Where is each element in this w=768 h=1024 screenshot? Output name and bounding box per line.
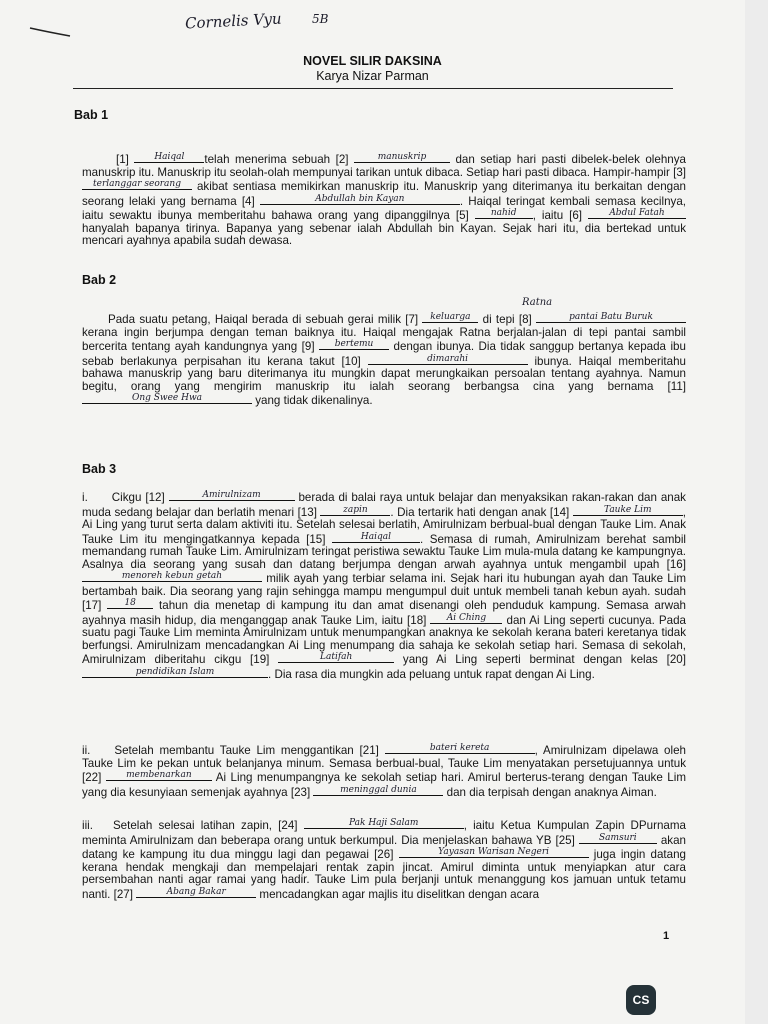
- answer-field-5[interactable]: nahid: [475, 208, 533, 219]
- student-name: Cornelis Vyu: [184, 9, 283, 33]
- document-title: NOVEL SILIR DAKSINA: [303, 54, 442, 68]
- blank-number: [13]: [297, 505, 317, 519]
- answer-field-18[interactable]: Ai Ching: [430, 613, 502, 624]
- blank-number: [11]: [667, 379, 686, 393]
- answer-field-9[interactable]: bertemu: [319, 339, 389, 350]
- camscanner-badge: CS: [626, 985, 656, 1015]
- answer-field-7[interactable]: keluarga: [422, 312, 478, 323]
- answer-field-6[interactable]: Abdul Fatah: [588, 208, 686, 219]
- paragraph-bab-1: [1] Haiqal telah menerima sebuah [2] manuskrip dan setiap hari pasti dibelek-belek olehnya manuskrip itu. Manuskrip itu seolah-olah mempunyai tarikan untuk dibaca. Setiap hari pasti dibaca. Hampir-hampir [3] terlanggar seorang akibat sentiasa memikirkan manuskrip itu. Manuskrip yang diterimanya itu berkaitan dengan seorang lelaki yang bernama [4] Abdullah bin Kayan . Haiqal teringat kembali semasa kecilnya, iaitu sewaktu ibunya memberitahu bahawa orang yang dipanggilnya [5] nahid , iaitu [6] Abdul Fatah hanyalah bapanya tirinya. Bapanya yang sebenar ialah Abdullah bin Kayan. Sejak hari itu, dia bertekad untuk mencari ayahnya apabila sudah dewasa.: [82, 152, 686, 247]
- title-divider: [73, 88, 673, 89]
- blank-number: [17]: [82, 599, 102, 612]
- answer-field-25[interactable]: Samsuri: [579, 833, 657, 844]
- paragraph-bab-3-iii: iii. Setelah selesai latihan zapin, [24] Pak Haji Salam , iaitu Ketua Kumpulan Zapin DPurnama meminta Amirulnizam dan beberapa orang untuk berkumpul. Dia menjelaskan bahawa YB [25] Samsuri akan datang ke kampung itu dua minggu lagi dan pegawai [26] Yayasan Warisan Negeri juga ingin datang kerana hendak mengkaji dan mempelajari rentak zapin jincat. Amirul diminta untuk menyiapkan atur cara persembahan nanti agar ramai yang hadir. Tauke Lim pula berjanji untuk menanggung kos jamuan untuk tetamu nanti. [27] Abang Bakar mencadangkan agar majlis itu diselitkan dengan acara: [82, 818, 686, 901]
- answer-field-15[interactable]: Haiqal: [332, 532, 420, 543]
- blank-number: [12]: [145, 491, 165, 504]
- paragraph-bab-3-i: i. Cikgu [12] Amirulnizam berada di balai raya untuk belajar dan menyaksikan rakan-rakan dan anak muda sedang belajar dan berlatih menari [13] zapin . Dia tertarik hati dengan anak [14] Tauke Lim , Ai Ling yang turut serta dalam aktiviti itu. Setelah selesai berlatih, Amirulnizam berbual-bual dengan Tauke Lim. Anak Tauke Lim itu mengingatkannya kepada [15] Haiqal . Semasa di rumah, Amirulnizam berehat sambil memandang rumah Tauke Lim. Amirulnizam teringat peristiwa sewaktu Tauke Lim mula-mula datang ke kampungnya. Asalnya dia seorang yang susah dan datang berjumpa dengan arwah ayahnya untuk mengambil upah [16] menoreh kebun getah milik ayah yang terbiar selama ini. Sejak hari itu hubungan ayah dan Tauke Lim bertambah baik. Dia seorang yang rajin sehingga mampu mengumpul duit untuk membeli tanah kebun ayah. sudah [17] 18 tahun dia menetap di kampung itu dan amat disenangi oleh penduduk kampung. Semasa arwah ayahnya masih hidup, dia menganggap anak Tauke Lim, iaitu [18] Ai Ching dan Ai Ling seperti cucunya. Pada suatu pagi Tauke Lim meminta Amirulnizam untuk menumpangkan anaknya ke sekolah kerana bateri keretanya tidak berfungsi. Amirulnizam mencadangkan Ai Ling menumpang dia sahaja ke sekolah setiap hari. Semasa di sekolah, Amirulnizam diberitahu cikgu [19] Latifah yang Ai Ling seperti berminat dengan kelas [20] pendidikan Islam . Dia rasa dia mungkin ada peluang untuk rapat dengan Ai Ling.: [82, 490, 686, 681]
- page-number: 1: [663, 930, 670, 942]
- blank-number: [19]: [250, 653, 270, 666]
- answer-field-27[interactable]: Abang Bakar: [136, 887, 256, 898]
- document-subtitle: Karya Nizar Parman: [316, 69, 429, 83]
- heading-bab-2: Bab 2: [82, 273, 117, 287]
- answer-field-10[interactable]: dimarahi: [368, 354, 528, 365]
- answer-field-19[interactable]: Latifah: [278, 652, 394, 663]
- answer-field-13[interactable]: zapin: [320, 505, 390, 516]
- blank-number: [10]: [341, 354, 361, 368]
- blank-number: [20]: [666, 653, 686, 666]
- answer-field-11[interactable]: Ong Swee Hwa: [82, 393, 252, 404]
- answer-field-20[interactable]: pendidikan Islam: [82, 667, 268, 678]
- blank-number: [8]: [518, 313, 532, 326]
- answer-field-12[interactable]: Amirulnizam: [169, 490, 295, 501]
- blank-number: [6]: [569, 209, 583, 222]
- blank-number: [21]: [359, 744, 379, 757]
- blank-number: [23]: [290, 785, 311, 799]
- blank-number: [15]: [306, 532, 326, 546]
- blank-number: [4]: [241, 194, 255, 208]
- answer-field-3[interactable]: terlanggar seorang: [82, 179, 192, 190]
- student-class: 5B: [312, 12, 329, 26]
- blank-number: [25]: [555, 833, 575, 847]
- blank-number: [18]: [407, 613, 427, 627]
- heading-bab-1: Bab 1: [74, 108, 109, 122]
- blank-number: [2]: [335, 153, 349, 166]
- pen-stroke-mark: [28, 24, 72, 38]
- blank-number: [22]: [82, 771, 102, 784]
- blank-number: [16]: [666, 557, 686, 571]
- answer-field-4[interactable]: Abdullah bin Kayan: [260, 194, 460, 205]
- heading-bab-3: Bab 3: [82, 462, 117, 476]
- answer-field-1[interactable]: Haiqal: [134, 152, 204, 163]
- answer-field-24[interactable]: Pak Haji Salam: [304, 818, 464, 829]
- answer-field-22[interactable]: membenarkan: [106, 770, 212, 781]
- blank-number: [27]: [113, 887, 133, 901]
- paragraph-bab-3-ii: ii. Setelah membantu Tauke Lim menggantikan [21] bateri kereta , Amirulnizam dipelawa oleh Tauke Lim ke pekan untuk belanjanya minum. Semasa berbual-bual, Tauke Lim menyatakan persetujuannya untuk [22] membenarkan Ai Ling menumpangnya ke sekolah setiap hari. Amirul berterus-terang dengan Tauke Lim yang dia kesunyiaan semenjak ayahnya [23] meninggal dunia dan dia terpisah dengan anaknya Aiman.: [82, 743, 686, 799]
- blank-number: [5]: [455, 209, 469, 222]
- blank-number: [1]: [116, 153, 129, 166]
- paragraph-bab-2: Pada suatu petang, Haiqal berada di sebuah gerai milik [7] keluarga di tepi [8] pantai Batu Burukkerana ingin berjumpa dengan teman baiknya itu. Haiqal mengajak Ratna berjalan-jalan di tepi pantai sambil bercerita tentang ayah kandungnya yang [9] bertemu dengan ibunya. Dia tidak sanggup bertanya kepada ibu sebab berlakunya perpisahan itu kerana takut [10] dimarahi ibunya. Haiqal memberitahu bahawa manuskrip yang baru diterimanya itu mungkin dapat merungkaikan persoalan tentang ayahnya. Namun begitu, orang yang mengirim manuskrip itu ialah seorang berbangsa cina yang bernama [11] Ong Swee Hwa yang tidak dikenalinya.: [82, 312, 686, 407]
- answer-field-21[interactable]: bateri kereta: [385, 743, 535, 754]
- answer-field-23[interactable]: meninggal dunia: [313, 785, 443, 796]
- page-edge-margin: [745, 0, 768, 1024]
- blank-number: [9]: [301, 340, 315, 353]
- blank-number: [26]: [374, 848, 394, 861]
- answer-field-8[interactable]: pantai Batu Buruk: [536, 312, 686, 323]
- answer-field-26[interactable]: Yayasan Warisan Negeri: [399, 847, 589, 858]
- answer-field-2[interactable]: manuskrip: [354, 152, 450, 163]
- margin-annotation: Ratna: [522, 297, 553, 308]
- blank-number: [24]: [278, 819, 298, 832]
- blank-number: [7]: [405, 313, 419, 326]
- answer-field-17[interactable]: 18: [107, 598, 153, 609]
- answer-field-14[interactable]: Tauke Lim: [573, 505, 683, 516]
- answer-field-16[interactable]: menoreh kebun getah: [82, 571, 262, 582]
- blank-number: [3]: [673, 165, 686, 179]
- blank-number: [14]: [549, 505, 570, 519]
